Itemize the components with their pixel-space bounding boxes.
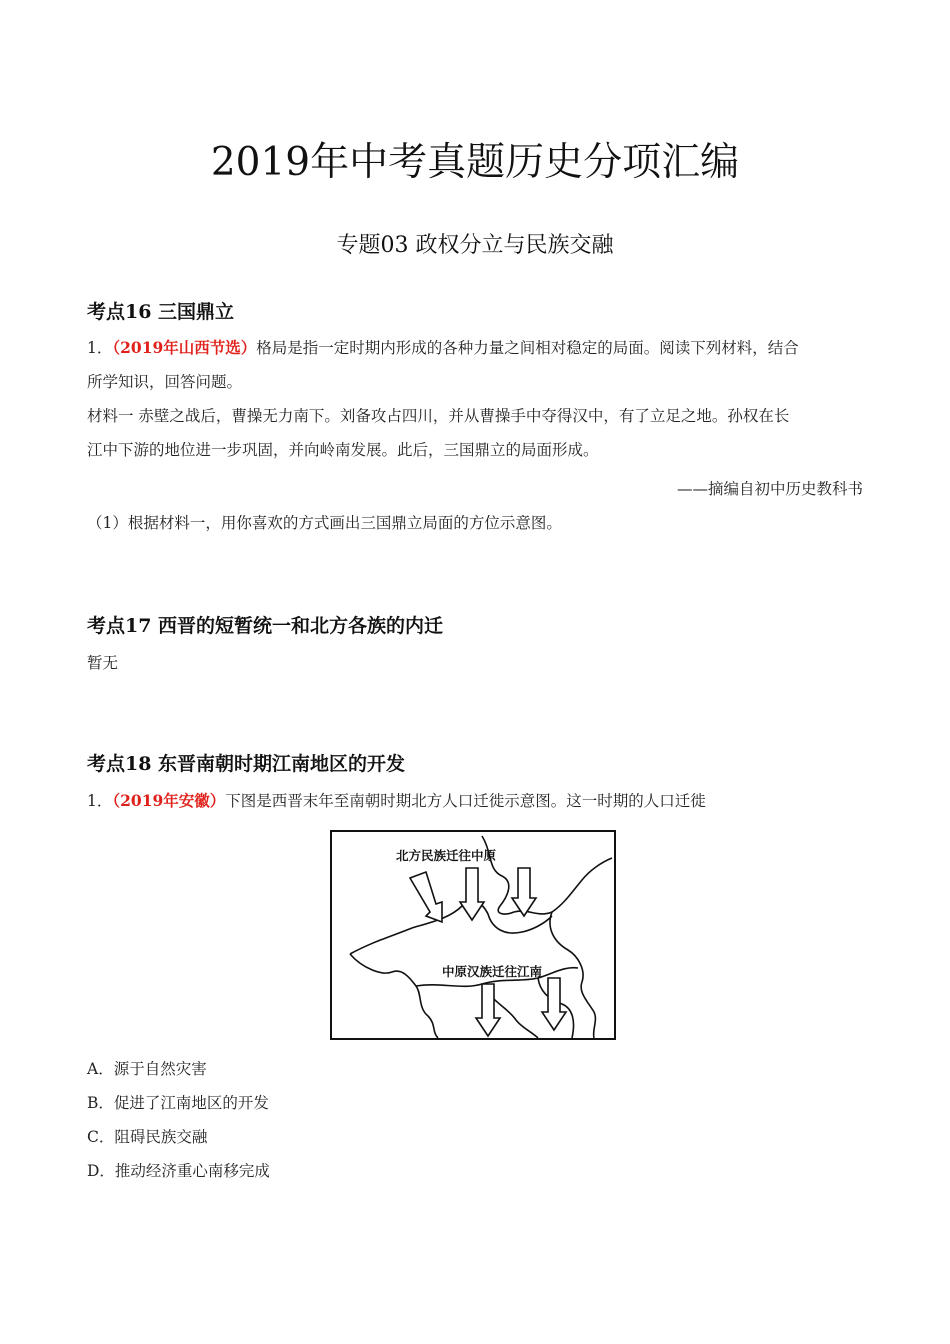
option-b: B．促进了江南地区的开发 <box>87 1094 269 1112</box>
material-line: 江中下游的地位进一步巩固，并向岭南发展。此后，三国鼎立的局面形成。 <box>87 441 599 459</box>
section-heading-16: 考点16 三国鼎立 <box>87 301 235 323</box>
question-source: （2019年安徽） <box>112 791 226 810</box>
arrow-north-1 <box>410 872 442 922</box>
question-number: 1． <box>87 792 113 810</box>
border-west <box>350 954 438 1038</box>
migration-map <box>330 830 616 1040</box>
coastline-north <box>482 836 612 914</box>
map-label-south: 中原汉族迁往江南 <box>442 964 543 979</box>
page-title: 2019年中考真题历史分项汇编 <box>210 140 740 185</box>
arrow-north-2 <box>460 868 484 920</box>
question-source: （2019年山西节选） <box>112 338 257 357</box>
option-a: A．源于自然灾害 <box>87 1060 207 1078</box>
map-label-north: 北方民族迁往中原 <box>396 848 497 863</box>
sub-question: （1）根据材料一，用你喜欢的方式画出三国鼎立局面的方位示意图。 <box>87 514 562 532</box>
question-18-1 <box>87 784 863 818</box>
option-c: C．阻碍民族交融 <box>87 1128 208 1146</box>
page-subtitle: 专题03 政权分立与民族交融 <box>336 233 614 258</box>
question-text: 下图是西晋末年至南朝时期北方人口迁徙示意图。这一时期的人口迁徙 <box>225 792 706 810</box>
question-text: 格局是指一定时期内形成的各种力量之间相对稳定的局面。阅读下列材料，结合 <box>256 339 799 357</box>
material-line: 材料一 赤壁之战后，曹操无力南下。刘备攻占四川，并从曹操手中夺得汉中，有了立足之地。孙权在长 <box>87 407 790 425</box>
section-17-content: 暂无 <box>87 654 119 672</box>
arrow-south-1 <box>476 984 500 1036</box>
section-heading-18: 考点18 东晋南朝时期江南地区的开发 <box>87 753 406 775</box>
arrow-north-3 <box>512 868 536 916</box>
question-16-1 <box>87 331 863 467</box>
material-source: ——摘编自初中历史教科书 <box>676 480 863 498</box>
question-text-cont: 所学知识，回答问题。 <box>87 373 243 391</box>
question-number: 1． <box>87 339 113 357</box>
section-heading-17: 考点17 西晋的短暂统一和北方各族的内迁 <box>87 615 444 637</box>
option-d: D．推动经济重心南移完成 <box>87 1162 270 1180</box>
